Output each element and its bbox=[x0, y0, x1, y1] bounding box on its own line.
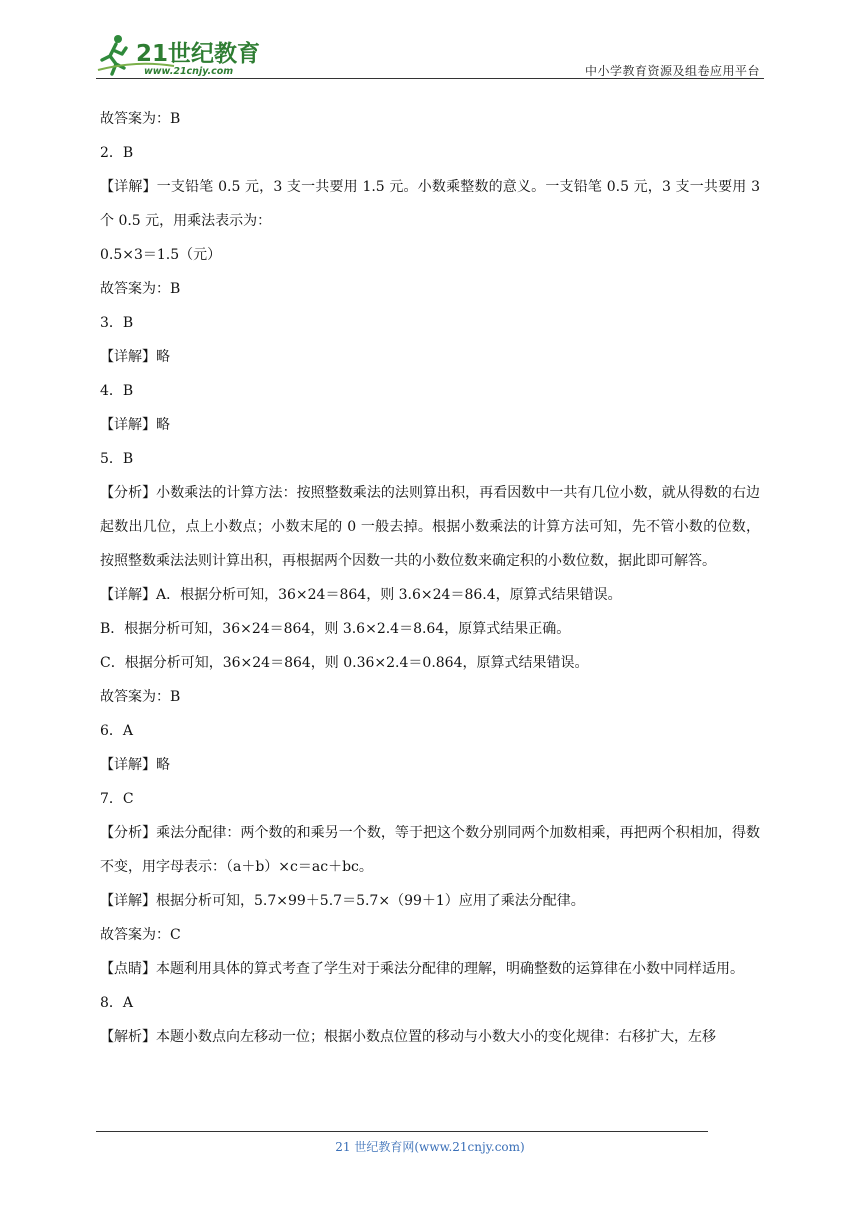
question-number: 5．B bbox=[100, 451, 134, 467]
footer-divider bbox=[96, 1131, 708, 1132]
explanation-line: 【解析】本题小数点向左移动一位；根据小数点位置的移动与小数大小的变化规律：右移扩大，左移 bbox=[100, 1029, 716, 1045]
detail-line: 【详解】略 bbox=[100, 757, 170, 773]
detail-line: C．根据分析可知，36×24＝864，则 0.36×2.4＝0.864，原算式结果错误。 bbox=[100, 655, 589, 671]
header-divider bbox=[96, 78, 764, 79]
answer-line: 故答案为：C bbox=[100, 927, 181, 943]
answer-content bbox=[100, 102, 760, 1054]
site-logo bbox=[96, 30, 266, 78]
question-number: 8．A bbox=[100, 995, 134, 1011]
footer-text: 21 世纪教育网(www.21cnjy.com) bbox=[335, 1140, 525, 1154]
page-header bbox=[96, 30, 764, 78]
detail-paragraph: 【详解】一支铅笔 0.5 元，3 支一共要用 1.5 元。小数乘整数的意义。一支铅笔 0.5 元，3 支一共要用 3 个 0.5 元，用乘法表示为： bbox=[100, 179, 760, 229]
question-number: 7．C bbox=[100, 791, 134, 807]
detail-line: 【详解】A．根据分析可知，36×24＝864，则 3.6×24＝86.4，原算式结果错误。 bbox=[100, 587, 622, 603]
analysis-paragraph: 【分析】乘法分配律：两个数的和乘另一个数，等于把这个数分别同两个加数相乘，再把两个积相加，得数不变，用字母表示：（a＋b）×c＝ac＋bc。 bbox=[100, 825, 760, 875]
comment-paragraph: 【点睛】本题利用具体的算式考查了学生对于乘法分配律的理解，明确整数的运算律在小数中同样适用。 bbox=[100, 961, 744, 977]
analysis-paragraph: 【分析】小数乘法的计算方法：按照整数乘法的法则算出积，再看因数中一共有几位小数，就从得数的右边起数出几位，点上小数点；小数末尾的 0 一般去掉。根据小数乘法的计算方法可知，先不管小数的位数，按照整数乘法法则计算出积，再根据两个因数一共的小数位数来确定积的小数位数，据此即可解答。 bbox=[100, 485, 760, 569]
question-number: 4．B bbox=[100, 383, 134, 399]
question-number: 3．B bbox=[100, 315, 134, 331]
detail-line: 【详解】略 bbox=[100, 349, 170, 365]
equation-line: 0.5×3＝1.5（元） bbox=[100, 247, 222, 263]
question-number: 2．B bbox=[100, 145, 134, 161]
logo-wordmark: 21世纪教育 bbox=[136, 41, 261, 67]
logo-url: www.21cnjy.com bbox=[144, 66, 234, 77]
detail-line: 【详解】根据分析可知，5.7×99＋5.7＝5.7×（99＋1）应用了乘法分配律。 bbox=[100, 893, 585, 909]
question-number: 6．A bbox=[100, 723, 134, 739]
detail-line: B．根据分析可知，36×24＝864，则 3.6×2.4＝8.64，原算式结果正确。 bbox=[100, 621, 571, 637]
answer-line: 故答案为：B bbox=[100, 111, 181, 127]
platform-name: 中小学教育资源及组卷应用平台 bbox=[584, 64, 760, 78]
answer-line: 故答案为：B bbox=[100, 689, 181, 705]
detail-line: 【详解】略 bbox=[100, 417, 170, 433]
answer-line: 故答案为：B bbox=[100, 281, 181, 297]
